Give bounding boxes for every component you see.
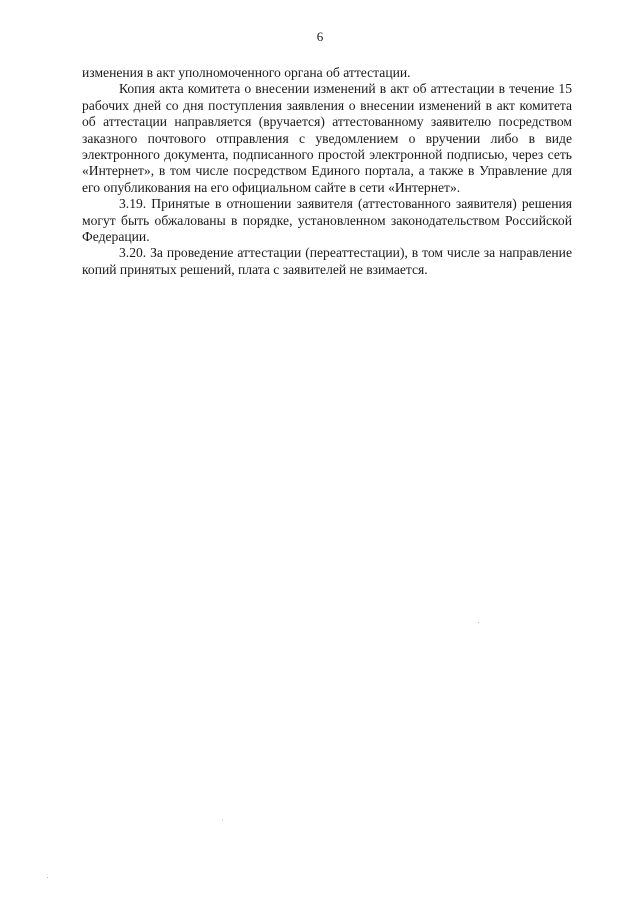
paragraph-3-20: 3.20. За проведение аттестации (переаттестации), в том числе за направление копий принятых решений, плата с заявителей не взимается. <box>82 245 572 277</box>
paragraph-3-19: 3.19. Принятые в отношении заявителя (аттестованного заявителя) решения могут быть обжалованы в порядке, установленном законодательством Российской Федерации. <box>82 196 572 245</box>
scan-speck <box>478 622 479 623</box>
page-number: 6 <box>316 29 324 44</box>
scan-speck <box>222 820 223 821</box>
document-body <box>82 65 572 278</box>
paragraph-copy-act: Копия акта комитета о внесении изменений в акт об аттестации в течение 15 рабочих дней со дня поступления заявления о внесении изменений в акт комитета об аттестации направляется (вручается) аттестованному заявителю посредством заказного почтового отправления с уведомлением о вручении либо в виде электронного документа, подписанного простой электронной подписью, через сеть «Интернет», в том числе посредством Единого портала, а также в Управление для его опубликования на его официальном сайте в сети «Интернет». <box>82 81 572 195</box>
paragraph-continuation: изменения в акт уполномоченного органа об аттестации. <box>82 65 411 80</box>
scan-speck <box>47 877 48 878</box>
